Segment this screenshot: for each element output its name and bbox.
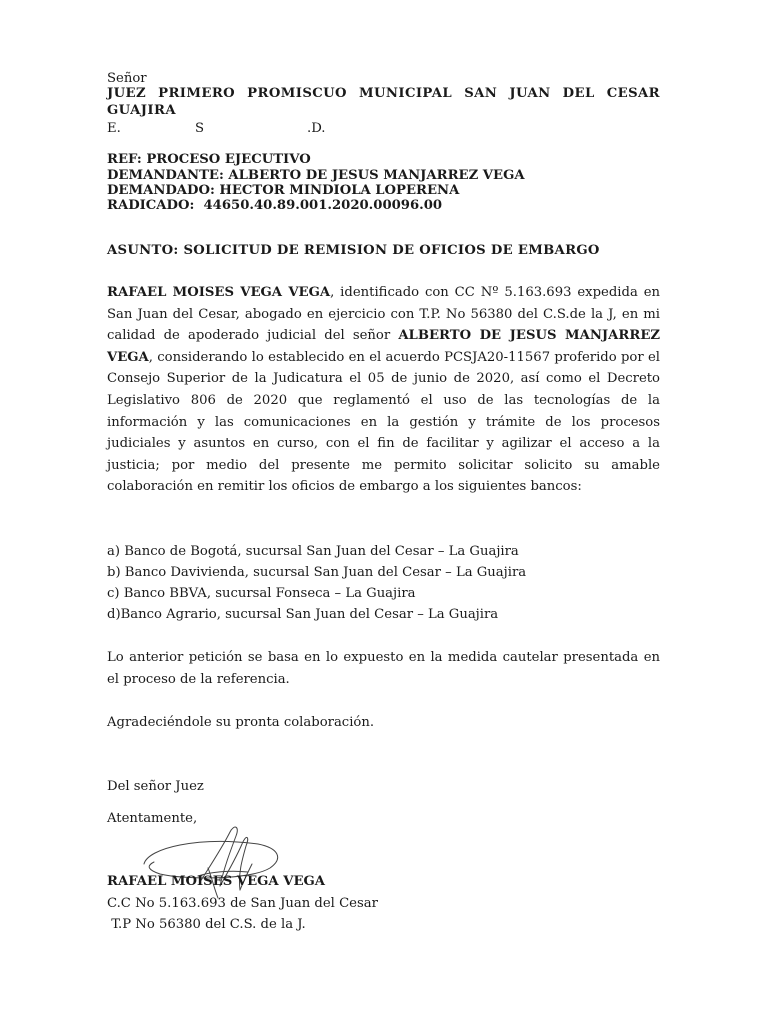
- closing-regards: Atentamente,: [107, 811, 198, 826]
- client-name: ALBERTO DE JESUS MANJARREZ VEGA: [107, 328, 660, 365]
- handwritten-signature: [138, 822, 288, 902]
- esd-d: .D.: [307, 121, 326, 136]
- body-text-2: , considerando lo establecido en el acuerdo PCSJA20-11567 proferido por el Consejo Superior de la Judicatura el 05 de junio de 2020, así como el Decreto Legislativo 806 de 2020 que reglamentó el uso de las tecnologías de la información y las comunicaciones en la gestión y trámite de los procesos judiciales y asuntos en curso, con el fin de facilitar y agilizar el acceso a la justicia; por medio del presente me permito solicitar solicito su amable colaboración en remitir los oficios de embargo a los siguientes bancos:: [107, 349, 660, 495]
- demandante-line: DEMANDANTE: ALBERTO DE JESUS MANJARREZ VEGA: [107, 168, 525, 183]
- petition-paragraph: Lo anterior petición se basa en lo expuesto en la medida cautelar presentada en el proceso de la referencia.: [107, 650, 660, 687]
- judge-addressee-line2: GUAJIRA: [107, 103, 176, 118]
- body-text-1: , identificado con CC Nº 5.163.693 expedida en San Juan del Cesar, abogado en ejercicio con T.P. No 56380 del C.S.de la J, en mi calidad de apoderado judicial del señor: [107, 285, 660, 344]
- ref-line: REF: PROCESO EJECUTIVO: [107, 152, 311, 167]
- bank-item: a) Banco de Bogotá, sucursal San Juan del Cesar – La Guajira: [107, 544, 519, 559]
- signer-professional-card: T.P No 56380 del C.S. de la J.: [107, 917, 306, 932]
- closing-greeting: Del señor Juez: [107, 779, 204, 794]
- thanks-line: Agradeciéndole su pronta colaboración.: [107, 715, 375, 730]
- bank-item: b) Banco Davivienda, sucursal San Juan del Cesar – La Guajira: [107, 565, 527, 580]
- body-paragraph: [107, 282, 660, 498]
- salutation: Señor: [107, 71, 147, 86]
- subject-line: ASUNTO: SOLICITUD DE REMISION DE OFICIOS DE EMBARGO: [107, 243, 600, 258]
- demandado-line: DEMANDADO: HECTOR MINDIOLA LOPERENA: [107, 183, 460, 198]
- judge-addressee-line1: JUEZ PRIMERO PROMISCUO MUNICIPAL SAN JUAN DEL CESAR: [107, 86, 660, 101]
- esd-e: E.: [107, 121, 121, 136]
- radicado-line: RADICADO: 44650.40.89.001.2020.00096.00: [107, 198, 443, 213]
- esd-abbreviation: [107, 121, 367, 137]
- bank-item: d)Banco Agrario, sucursal San Juan del Cesar – La Guajira: [107, 607, 499, 622]
- bank-item: c) Banco BBVA, sucursal Fonseca – La Guajira: [107, 586, 416, 601]
- esd-s: S: [195, 121, 205, 136]
- author-name: RAFAEL MOISES VEGA VEGA: [107, 285, 331, 300]
- signer-name: RAFAEL MOISES VEGA VEGA: [107, 874, 326, 889]
- signer-id: C.C No 5.163.693 de San Juan del Cesar: [107, 896, 378, 911]
